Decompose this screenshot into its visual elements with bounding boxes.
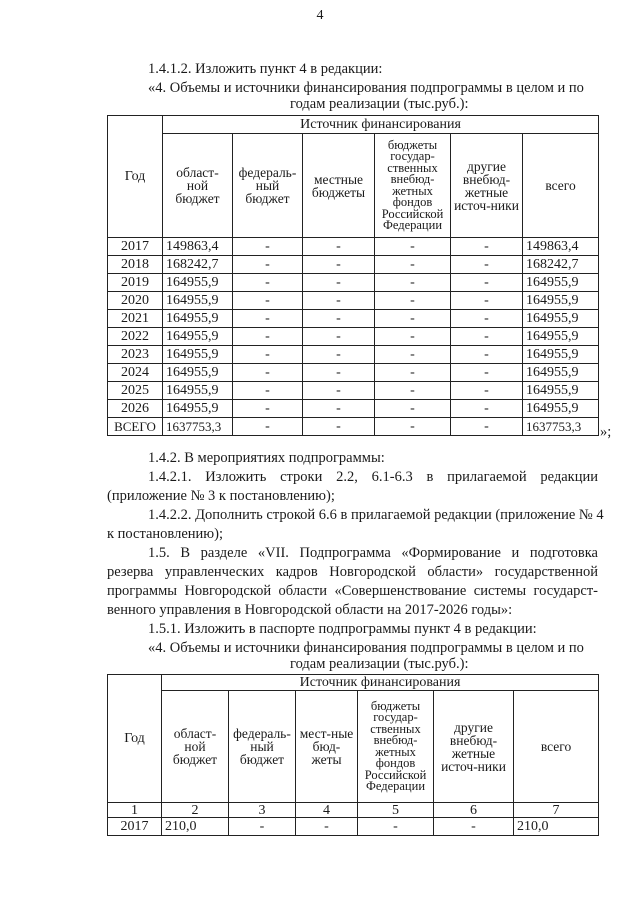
table-row: 2019 164955,9 - - - - 164955,9 (108, 274, 599, 292)
header-other-sources-2: другие внебюд-жетные источ-ники (434, 691, 514, 803)
paragraph-1-5-line3: программы Новгородской области «Совершенствование системы государст- (107, 583, 598, 599)
header-local-budgets-2: мест-ные бюд-жеты (296, 691, 358, 803)
header-total: всего (523, 134, 599, 238)
paragraph-1-4-2: 1.4.2. В мероприятиях подпрограммы: (148, 450, 385, 466)
table-row: 2017 210,0 - - - - 210,0 (108, 818, 599, 836)
paragraph-1-4-1-2: 1.4.1.2. Изложить пункт 4 в редакции: (148, 61, 383, 77)
header-other-sources: другие внебюд-жетные источ-ники (451, 134, 523, 238)
paragraph-item-4-intro: «4. Объемы и источники финансирования подпрограммы в целом и по (148, 80, 584, 96)
header-federal-budget-2: федераль-ный бюджет (229, 691, 296, 803)
table-row: 2022 164955,9 - - - - 164955,9 (108, 328, 599, 346)
paragraph-1-5-1: 1.5.1. Изложить в паспорте подпрограммы пункт 4 в редакции: (148, 621, 537, 637)
paragraph-1-5-line4: венного управления в Новгородской области на 2017-2026 годы»: (107, 602, 513, 618)
financing-table-1 (107, 115, 599, 436)
table-row: 2025 164955,9 - - - - 164955,9 (108, 382, 599, 400)
paragraph-1-5: 1.5. В разделе «VII. Подпрограмма «Формирование и подготовка (148, 545, 598, 561)
header-state-funds: бюджеты государ-ственных внебюд-жетных фондов Российской Федерации (375, 134, 451, 238)
header-source-2: Источник финансирования (162, 675, 599, 691)
paragraph-item-4-intro-2: «4. Объемы и источники финансирования подпрограммы в целом и по (148, 640, 584, 656)
header-local-budgets: местные бюджеты (303, 134, 375, 238)
table-row: 2024 164955,9 - - - - 164955,9 (108, 364, 599, 382)
table-row: 2021 164955,9 - - - - 164955,9 (108, 310, 599, 328)
header-regional-budget: област-ной бюджет (163, 134, 233, 238)
header-federal-budget: федераль-ный бюджет (233, 134, 303, 238)
column-numbers-row: 1 2 3 4 5 6 7 (108, 803, 599, 818)
header-state-funds-2: бюджеты государ-ственных внебюд-жетных фондов Российской Федерации (358, 691, 434, 803)
paragraph-1-5-line2: резерва управленческих кадров Новгородской области» государственной (107, 564, 598, 580)
financing-table-2 (107, 674, 599, 836)
page-number: 4 (316, 8, 324, 23)
table-row: 2018 168242,7 - - - - 168242,7 (108, 256, 599, 274)
header-year: Год (108, 116, 163, 238)
table-1-closing-quote: »; (600, 424, 612, 440)
paragraph-item-4-intro-cont: годам реализации (тыс.руб.): (290, 96, 469, 112)
paragraph-1-4-2-2-cont: к постановлению); (107, 526, 223, 542)
header-year-2: Год (108, 675, 162, 803)
paragraph-item-4-intro-2-cont: годам реализации (тыс.руб.): (290, 656, 469, 672)
table-row: 2023 164955,9 - - - - 164955,9 (108, 346, 599, 364)
header-total-2: всего (514, 691, 599, 803)
paragraph-1-4-2-1: 1.4.2.1. Изложить строки 2.2, 6.1-6.3 в прилагаемой редакции (148, 469, 598, 485)
paragraph-1-4-2-2: 1.4.2.2. Дополнить строкой 6.6 в прилагаемой редакции (приложение № 4 (148, 507, 604, 523)
table-row: 2020 164955,9 - - - - 164955,9 (108, 292, 599, 310)
table-row: 2017 149863,4 - - - - 149863,4 (108, 238, 599, 256)
paragraph-1-4-2-1-cont: (приложение № 3 к постановлению); (107, 488, 335, 504)
table-row: 2026 164955,9 - - - - 164955,9 (108, 400, 599, 418)
table-row-total: ВСЕГО 1637753,3 - - - - 1637753,3 (108, 418, 599, 436)
header-source: Источник финансирования (163, 116, 599, 134)
header-regional-budget-2: област-ной бюджет (162, 691, 229, 803)
